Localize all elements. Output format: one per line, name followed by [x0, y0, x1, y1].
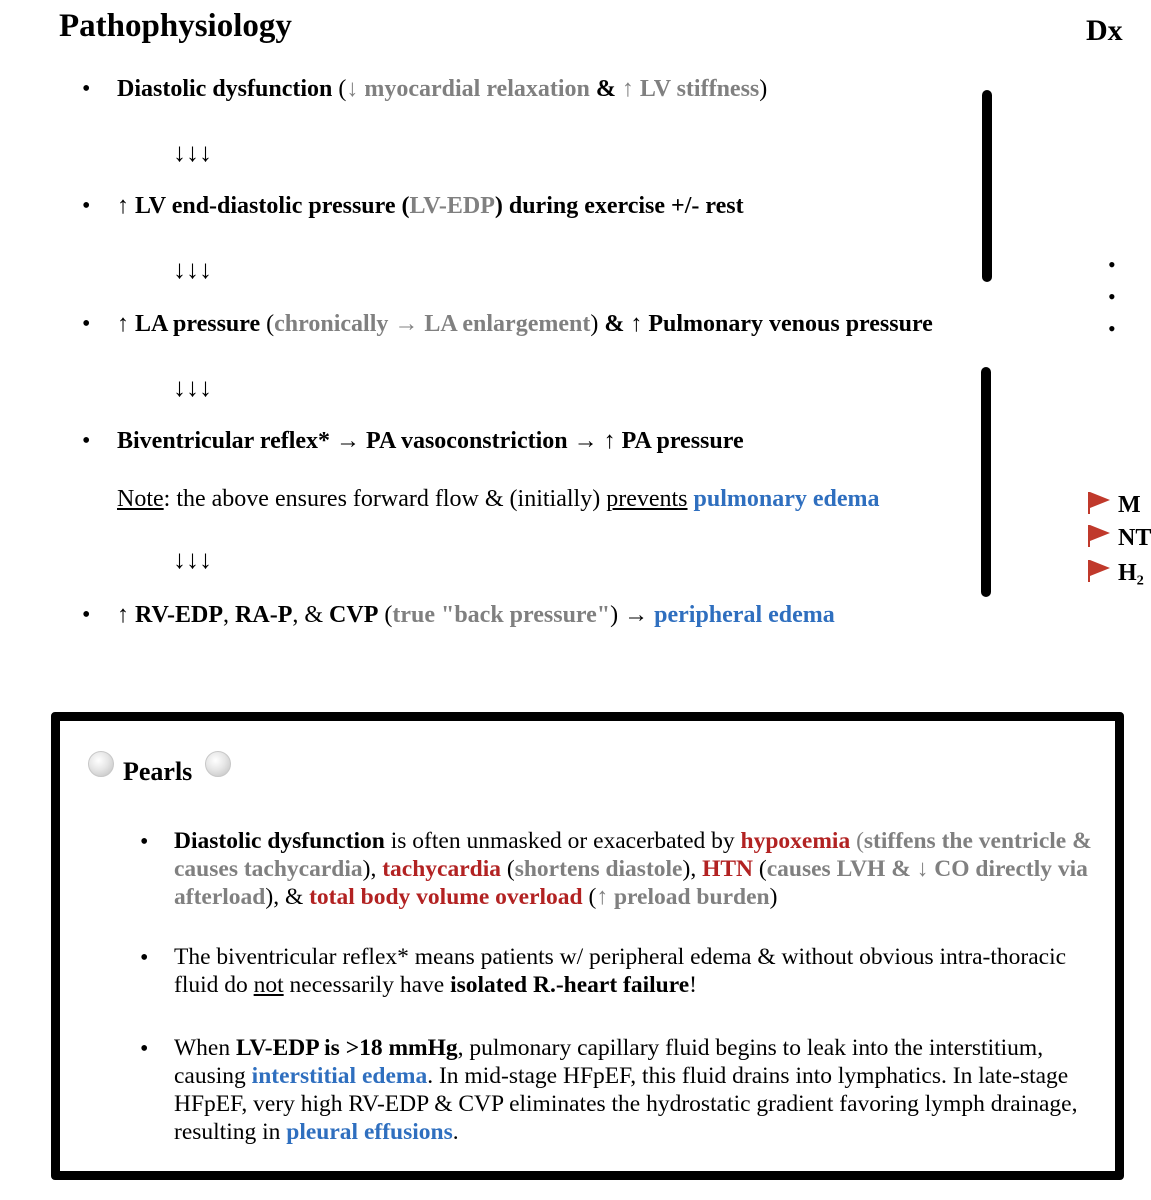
bracket-bar-upper — [982, 90, 992, 282]
bullet-marker: • — [140, 829, 149, 855]
note-forward-flow: Note: the above ensures forward flow & (initially) prevents pulmonary edema — [117, 486, 880, 512]
pearl-icon — [205, 751, 231, 777]
down-arrows-1: ↓↓↓ — [173, 138, 212, 167]
down-arrows-2: ↓↓↓ — [173, 255, 212, 284]
step-rv-edp: ↑ RV-EDP, RA-P, & CVP (true "back pressure") → peripheral edema — [117, 602, 835, 628]
bullet-marker: • — [82, 428, 91, 454]
pearl-biventricular-reflex: The biventricular reflex* means patients w/ peripheral edema & without obvious intra-thoracic fluid do not necessarily have isolated R.-heart failure! — [174, 944, 1067, 998]
step-diastolic-dysfunction: Diastolic dysfunction (↓ myocardial relaxation & ↑ LV stiffness) — [117, 76, 768, 102]
right-fragment-1: M — [1118, 492, 1141, 518]
right-bullet: • — [1108, 252, 1116, 277]
pearls-title: Pearls — [123, 757, 193, 786]
right-fragment-3: H₂ — [1118, 560, 1144, 586]
red-flag-icon — [1090, 560, 1110, 576]
pearls-box — [51, 712, 1124, 1180]
bullet-marker: • — [82, 602, 91, 628]
pearl-lv-edp-threshold: When LV-EDP is >18 mmHg, pulmonary capillary fluid begins to leak into the interstitium, causing interstitial edema. In mid-stage HFpEF, this fluid drains into lymphatics. In late-stage HFpEF, very high RV-EDP & CVP eliminates the hydrostatic gradient favoring lymph drainage, resulting in pleural effusions. — [174, 1035, 1078, 1145]
step-lv-edp: ↑ LV end-diastolic pressure (LV-EDP) during exercise +/- rest — [117, 193, 744, 219]
right-bullet: • — [1108, 316, 1116, 341]
step-la-pressure: ↑ LA pressure (chronically → LA enlargement) & ↑ Pulmonary venous pressure — [117, 311, 933, 337]
right-column-header: Dx — [1086, 14, 1123, 47]
red-flag-icon — [1090, 492, 1110, 508]
right-bullet: • — [1108, 284, 1116, 309]
page-title: Pathophysiology — [59, 8, 292, 44]
bullet-marker: • — [82, 311, 91, 337]
down-arrows-3: ↓↓↓ — [173, 373, 212, 402]
down-arrows-4: ↓↓↓ — [173, 545, 212, 574]
bullet-marker: • — [140, 1036, 149, 1062]
bracket-bar-lower — [981, 367, 991, 597]
red-flag-icon — [1090, 525, 1110, 541]
pearl-diastolic-dysfunction: Diastolic dysfunction is often unmasked or exacerbated by hypoxemia (stiffens the ventricle & causes tachycardia), tachycardia (shortens diastole), HTN (causes LVH & ↓ CO directly via afterload), & total body volume overload (↑ preload burden) — [174, 828, 1092, 910]
step-biventricular-reflex: Biventricular reflex* → PA vasoconstriction → ↑ PA pressure — [117, 428, 744, 454]
pearl-icon — [88, 751, 114, 777]
right-fragment-2: NT — [1118, 525, 1151, 551]
bullet-marker: • — [82, 76, 91, 102]
bullet-marker: • — [140, 945, 149, 971]
bullet-marker: • — [82, 193, 91, 219]
